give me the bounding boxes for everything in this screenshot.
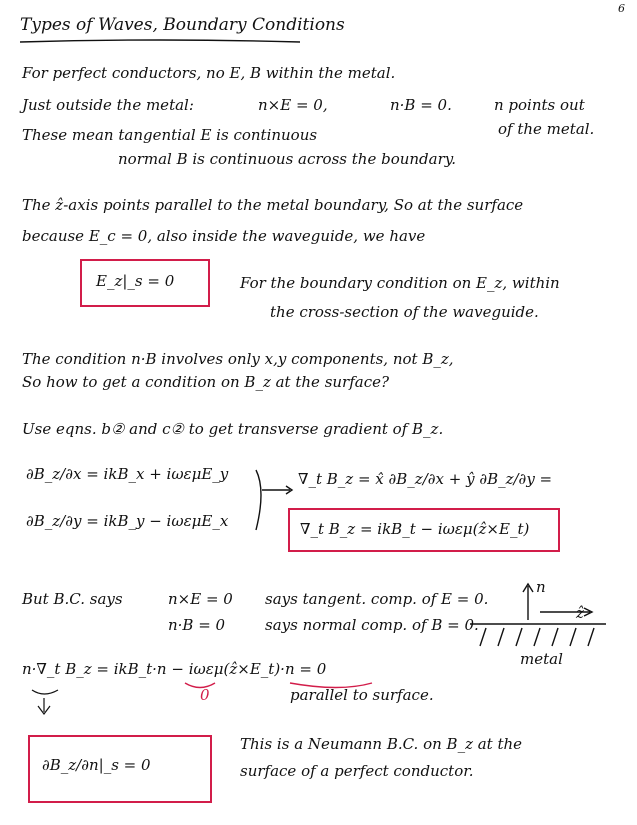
eqn-grad-expansion: ∇_t B_z = x̂ ∂B_z/∂x + ŷ ∂B_z/∂y = [298, 470, 553, 488]
page-number: 6 [618, 2, 625, 15]
axis-n-label: n [536, 578, 546, 596]
eqn-dbz-dx: ∂B_z/∂x = ikB_x + iωεμE_y [26, 465, 229, 483]
neumann-line1: This is a Neumann B.C. on B_z at the [240, 735, 523, 753]
para3-line1: The condition n·B involves only x,y components, not B_z, [22, 350, 454, 368]
para1-line2e: of the metal. [498, 120, 595, 138]
zero-annotation: 0 [200, 686, 210, 704]
para2-line1: The ẑ-axis points parallel to the metal boundary, So at the surface [22, 196, 524, 214]
para2-line2: because E_c = 0, also inside the waveguide, we have [22, 227, 426, 245]
box1-note-line2: the cross-section of the waveguide. [270, 303, 539, 321]
ndot-underbrace [32, 690, 58, 694]
title-underline [20, 40, 300, 42]
para3-line2: So how to get a condition on B_z at the surface? [22, 373, 390, 391]
bc-intro: But B.C. says [22, 590, 123, 608]
bc-n-cross-e-note: says tangent. comp. of E = 0. [265, 590, 489, 608]
axis-z-label: ẑ [576, 604, 584, 622]
parallel-note: parallel to surface. [290, 686, 434, 704]
para4-line1: Use eqns. b② and c② to get transverse gradient of B_z. [22, 420, 444, 438]
equation-brace [256, 470, 261, 530]
eqn-dbz-dy: ∂B_z/∂y = ikB_y − iωεμE_x [26, 512, 229, 530]
para1-line1: For perfect conductors, no E, B within the metal. [22, 64, 396, 82]
para1-line2b: n×E = 0, [258, 96, 328, 114]
bc-n-cross-e: n×E = 0 [168, 590, 233, 608]
metal-label: metal [520, 650, 563, 668]
ez-boundary-eq: E_z|_s = 0 [96, 272, 175, 290]
para1-line2a: Just outside the metal: [22, 96, 194, 114]
para1-line2c: n·B = 0. [390, 96, 452, 114]
kb-underbrace [185, 683, 215, 688]
para1-line3: These mean tangential E is continuous [22, 126, 318, 144]
eqn-n-dot-grad-bz: n·∇_t B_z = ikB_t·n − iωεμ(ẑ×E_t)·n = 0 [22, 660, 327, 678]
bc-n-dot-b: n·B = 0 [168, 616, 226, 634]
metal-hatching [480, 628, 594, 646]
neumann-eq: ∂B_z/∂n|_s = 0 [42, 756, 151, 774]
para1-line2d: n points out [494, 96, 585, 114]
zxe-underbrace [290, 683, 372, 688]
para1-line4: normal B is continuous across the boundary. [118, 150, 457, 168]
page-title: Types of Waves, Boundary Conditions [20, 15, 345, 35]
eqn-grad-result: ∇_t B_z = ikB_t − iωεμ(ẑ×E_t) [300, 520, 530, 538]
bc-n-dot-b-note: says normal comp. of B = 0. [265, 616, 479, 634]
box1-note-line1: For the boundary condition on E_z, within [240, 274, 560, 292]
neumann-line2: surface of a perfect conductor. [240, 762, 474, 780]
